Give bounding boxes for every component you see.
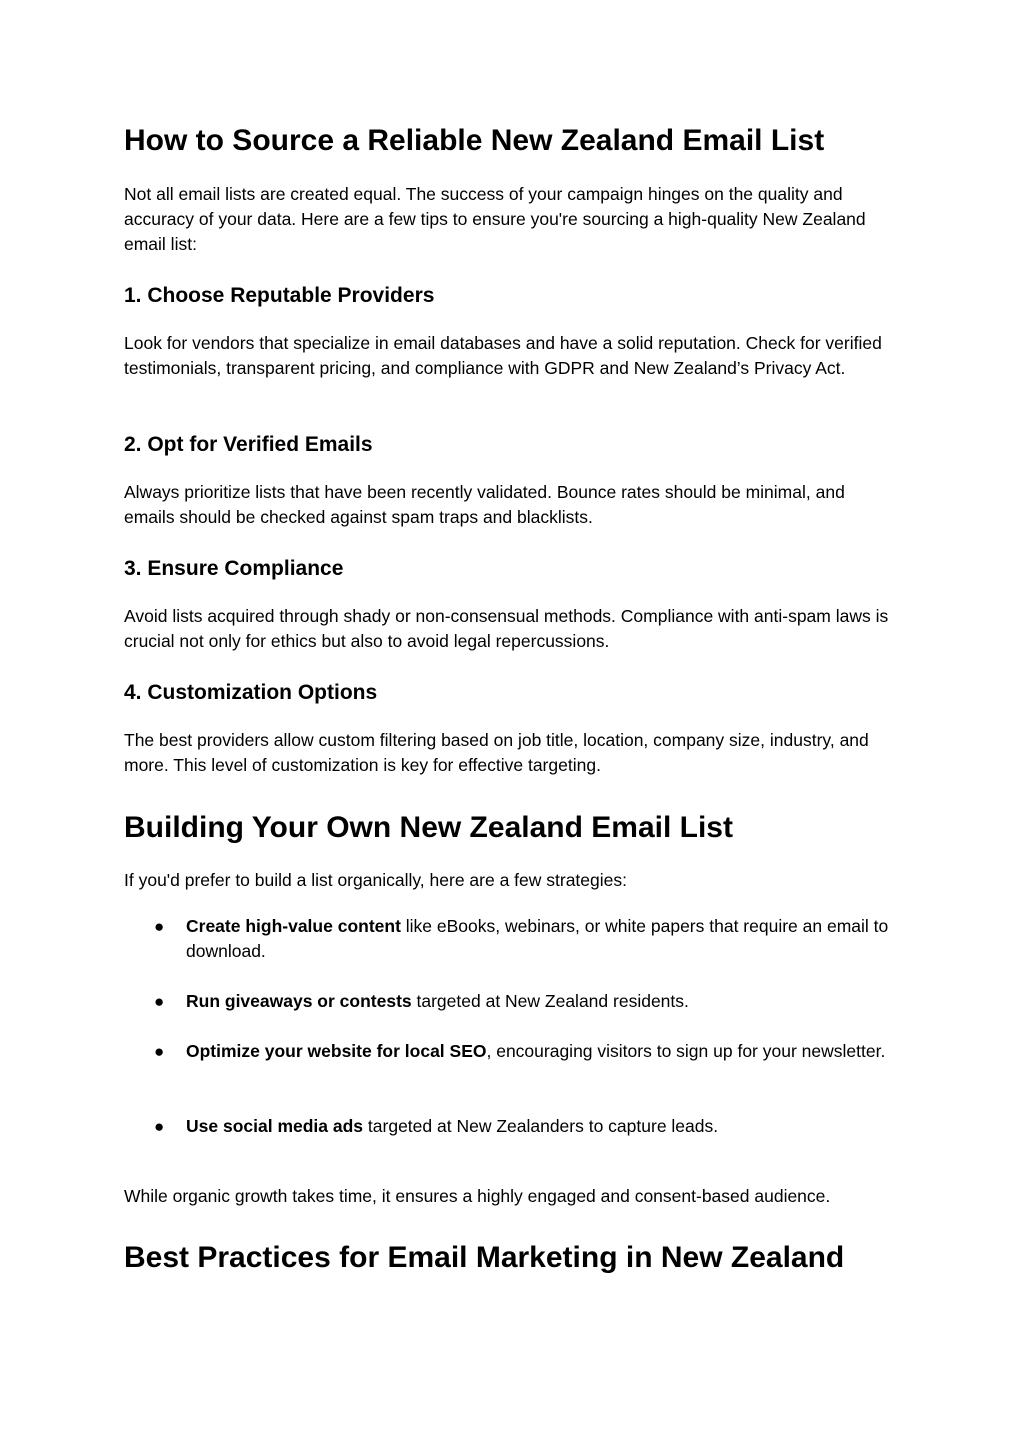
bullet-icon: ● [154, 917, 165, 936]
build-closing-paragraph: While organic growth takes time, it ensures a highly engaged and consent-based audience. [124, 1186, 831, 1206]
section-title-practices: Best Practices for Email Marketing in New Zealand [124, 1241, 845, 1274]
strategy-bold: Optimize your website for local SEO [186, 1041, 487, 1061]
build-intro-paragraph: If you'd prefer to build a list organically, here are a few strategies: [124, 870, 627, 890]
tip-heading-2: 2. Opt for Verified Emails [124, 433, 373, 456]
tip-heading-4: 4. Customization Options [124, 681, 378, 704]
strategy-rest: targeted at New Zealand residents. [411, 991, 689, 1011]
tip-body-3: Avoid lists acquired through shady or non-consensual methods. Compliance with anti-spam laws is crucial not only for ethics but also to avoid legal repercussions. [124, 606, 889, 651]
strategy-text [186, 1039, 894, 1064]
tip-heading-1: 1. Choose Reputable Providers [124, 284, 435, 307]
tip-heading-3: 3. Ensure Compliance [124, 557, 344, 580]
section-title-build: Building Your Own New Zealand Email List [124, 811, 733, 844]
strategy-bold: Use social media ads [186, 1116, 364, 1136]
source-intro-paragraph: Not all email lists are created equal. The success of your campaign hinges on the quality and accuracy of your data. Here are a few tips to ensure you're sourcing a high-quality New Zealand email list: [124, 184, 866, 254]
bullet-icon: ● [154, 992, 165, 1011]
bullet-icon: ● [154, 1042, 165, 1061]
strategy-text [186, 914, 894, 964]
strategy-rest: targeted at New Zealanders to capture leads. [363, 1116, 719, 1136]
strategy-bold: Create high-value content [186, 916, 401, 936]
strategy-rest: , encouraging visitors to sign up for your newsletter. [486, 1041, 886, 1061]
section-title-source: How to Source a Reliable New Zealand Email List [124, 124, 825, 157]
strategy-text [186, 989, 894, 1014]
strategy-bold: Run giveaways or contests [186, 991, 412, 1011]
tip-body-1: Look for vendors that specialize in email databases and have a solid reputation. Check for verified testimonials, transparent pricing, and compliance with GDPR and New Zealand’s Privacy Act. [124, 333, 882, 378]
bullet-icon: ● [154, 1117, 165, 1136]
strategy-rest: like eBooks, webinars, or white papers that require an email to download. [186, 916, 889, 961]
tip-body-4: The best providers allow custom filtering based on job title, location, company size, industry, and more. This level of customization is key for effective targeting. [124, 730, 869, 775]
tip-body-2: Always prioritize lists that have been recently validated. Bounce rates should be minimal, and emails should be checked against spam traps and blacklists. [124, 482, 845, 527]
strategy-text [186, 1114, 894, 1139]
